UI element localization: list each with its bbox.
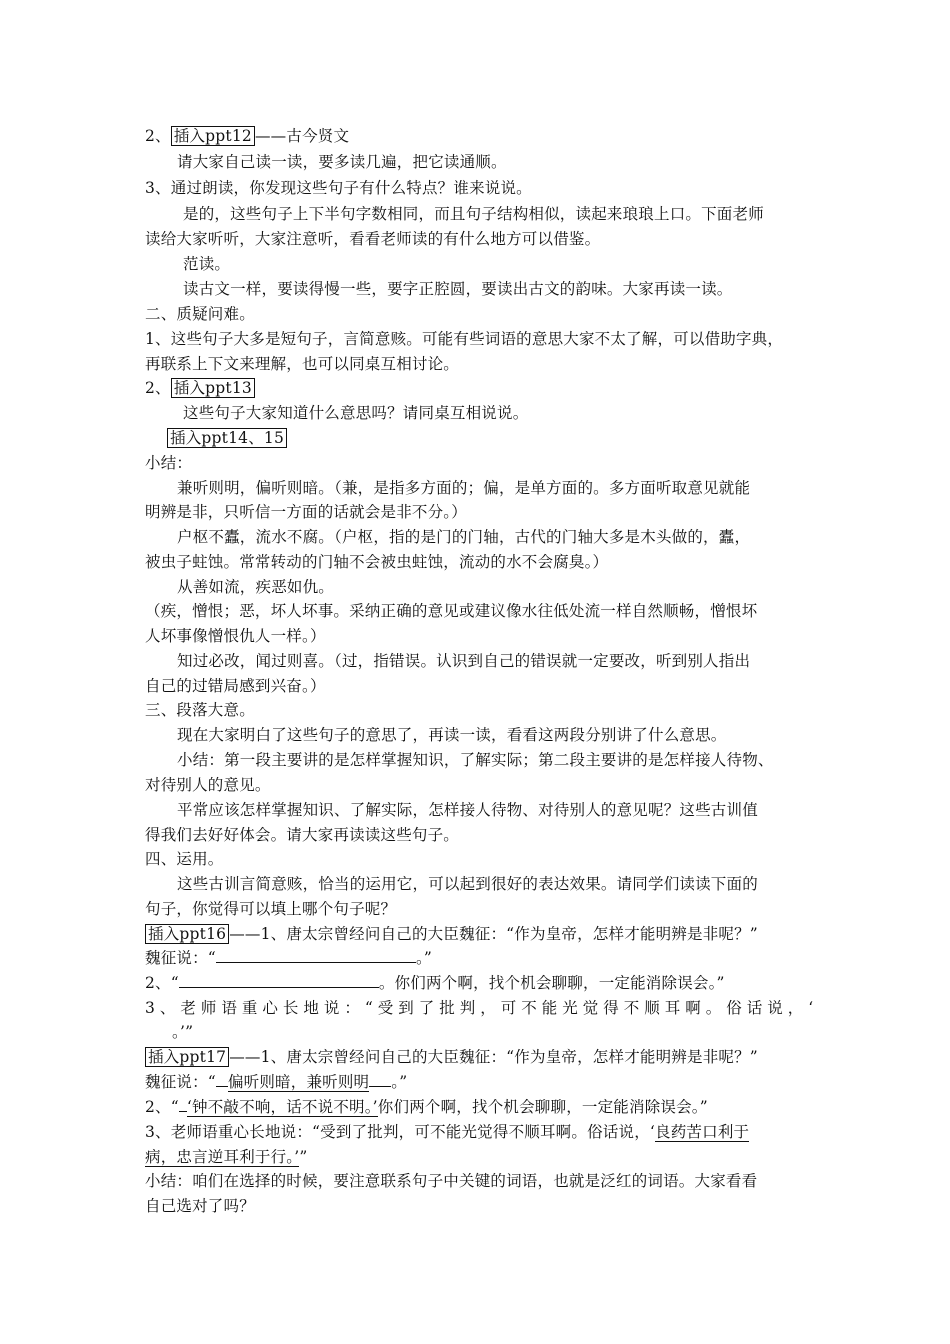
text-line xyxy=(145,124,349,148)
text-line: 明辨是非，只听信一方面的话就会是非不分。） xyxy=(145,503,467,521)
text-line: 自己选对了吗？ xyxy=(145,1197,255,1215)
answer-underlined: ‘钟不敲不响，话不说不明。’ xyxy=(186,1098,378,1116)
line-text: ——古今贤文 xyxy=(254,127,350,145)
text-line: 得我们去好好体会。请大家再读读这些句子。 xyxy=(145,826,460,844)
text-line: 小结： xyxy=(145,454,193,472)
line-prefix: 2、“ xyxy=(145,974,179,992)
text-line: 兼听则明，偏听则暗。（兼，是指多方面的；偏，是单方面的。多方面听取意见就能 xyxy=(177,479,751,497)
text-line: 平常应该怎样掌握知识、了解实际，怎样接人待物、对待别人的意见呢？这些古训值 xyxy=(177,801,758,819)
insert-ppt-box: 插入ppt13 xyxy=(171,378,255,398)
text-line: 户枢不蠹，流水不腐。（户枢，指的是门的门轴，古代的门轴大多是木头做的，蠹， xyxy=(177,528,751,546)
fill-in-blank xyxy=(216,946,416,963)
line-prefix: 2、 xyxy=(145,127,171,145)
text-line xyxy=(145,971,725,995)
text-line: 读给大家听听，大家注意听，看看老师读的有什么地方可以借鉴。 xyxy=(145,230,601,248)
text-line xyxy=(145,922,758,946)
section-heading: 三、段落大意。 xyxy=(145,701,255,719)
text-line: 知过必改，闻过则喜。（过，指错误。认识到自己的错误就一定要改，听到别人指出 xyxy=(177,652,751,670)
text-line: 1、这些句子大多是短句子，言简意赅。可能有些词语的意思大家不太了解，可以借助字典， xyxy=(145,330,784,348)
answer-underlined: 偏听则暗，兼听则明 xyxy=(227,1073,370,1091)
text-line: 小结：第一段主要讲的是怎样掌握知识，了解实际；第二段主要讲的是怎样接人待物、 xyxy=(177,751,774,769)
line-prefix: 2、“ xyxy=(145,1098,179,1116)
text-line: 句子，你觉得可以填上哪个句子呢？ xyxy=(145,900,397,918)
line-text: 你们两个啊，找个机会聊聊，一定能消除误会。” xyxy=(377,1098,708,1116)
text-line: 人坏事像憎恨仇人一样。） xyxy=(145,627,326,645)
text-line: 被虫子蛀蚀。常常转动的门轴不会被虫蛀蚀，流动的水不会腐臭。） xyxy=(145,553,609,571)
text-line: 是的，这些句子上下半句字数相同，而且句子结构相似，读起来琅琅上口。下面老师 xyxy=(183,205,764,223)
text-line xyxy=(145,1095,708,1119)
text-line: 3、通过朗读，你发现这些句子有什么特点？谁来说说。 xyxy=(145,179,532,197)
text-line: 再联系上下文来理解，也可以同桌互相讨论。 xyxy=(145,355,460,373)
text-line xyxy=(145,1070,407,1094)
text-line xyxy=(145,1120,749,1144)
line-prefix: 2、 xyxy=(145,379,171,397)
line-prefix: 魏征说：“ xyxy=(145,1073,216,1091)
text-line: 这些古训言简意赅，恰当的运用它，可以起到很好的表达效果。请同学们读读下面的 xyxy=(177,875,758,893)
answer-underlined: 病，忠言逆耳利于行。’ xyxy=(145,1148,300,1166)
answer-underlined: 良药苦口利于 xyxy=(655,1123,750,1141)
text-line: 读古文一样，要读得慢一些，要字正腔圆，要读出古文的韵味。大家再读一读。 xyxy=(183,280,733,298)
line-text: ——1、唐太宗曾经问自己的大臣魏征：“作为皇帝，怎样才能明辨是非呢？” xyxy=(229,1048,758,1066)
text-line: 这些句子大家知道什么意思吗？请同桌互相说说。 xyxy=(183,404,529,422)
text-line xyxy=(145,376,255,400)
line-prefix: 魏征说：“ xyxy=(145,949,216,967)
text-line xyxy=(167,426,287,450)
text-line: 请大家自己读一读，要多读几遍，把它读通顺。 xyxy=(177,153,507,171)
text-line: 小结：咱们在选择的时候，要注意联系句子中关键的词语，也就是泛红的词语。大家看看 xyxy=(145,1172,758,1190)
insert-ppt-box: 插入ppt16 xyxy=(145,924,229,944)
insert-ppt-box: 插入ppt17 xyxy=(145,1047,229,1067)
text-line: 现在大家明白了这些句子的意思了，再读一读，看看这两段分别讲了什么意思。 xyxy=(177,726,727,744)
line-prefix: 3、老师语重心长地说：“受到了批判，可不能光觉得不顺耳啊。俗话说，‘ xyxy=(145,1123,656,1141)
text-line: 对待别人的意见。 xyxy=(145,776,271,794)
section-heading: 二、质疑问难。 xyxy=(145,305,255,323)
text-line: 范读。 xyxy=(183,255,231,273)
line-text: ——1、唐太宗曾经问自己的大臣魏征：“作为皇帝，怎样才能明辨是非呢？” xyxy=(229,925,758,943)
text-line: 3、老师语重心长地说：“受到了批判，可不能光觉得不顺耳啊。俗话说，‘ xyxy=(145,999,819,1017)
text-line xyxy=(145,946,432,970)
fill-in-blank xyxy=(179,971,379,988)
line-text: ” xyxy=(299,1148,308,1166)
line-text: 。你们两个啊，找个机会聊聊，一定能消除误会。” xyxy=(378,974,725,992)
text-line xyxy=(145,1145,308,1169)
text-line: 。’” xyxy=(172,1023,194,1041)
section-heading: 四、运用。 xyxy=(145,850,224,868)
insert-ppt-box: 插入ppt12 xyxy=(171,126,255,146)
text-line xyxy=(145,1045,758,1069)
text-line: 从善如流，疾恶如仇。 xyxy=(177,578,335,596)
text-line: （疾，憎恨；恶，坏人坏事。采纳正确的意见或建议像水往低处流一样自然顺畅，憎恨坏 xyxy=(145,602,758,620)
line-text: 。” xyxy=(391,1073,408,1091)
text-line: 自己的过错局感到兴奋。） xyxy=(145,677,326,695)
line-text: 。” xyxy=(415,949,433,967)
insert-ppt-box: 插入ppt14、15 xyxy=(167,428,287,448)
